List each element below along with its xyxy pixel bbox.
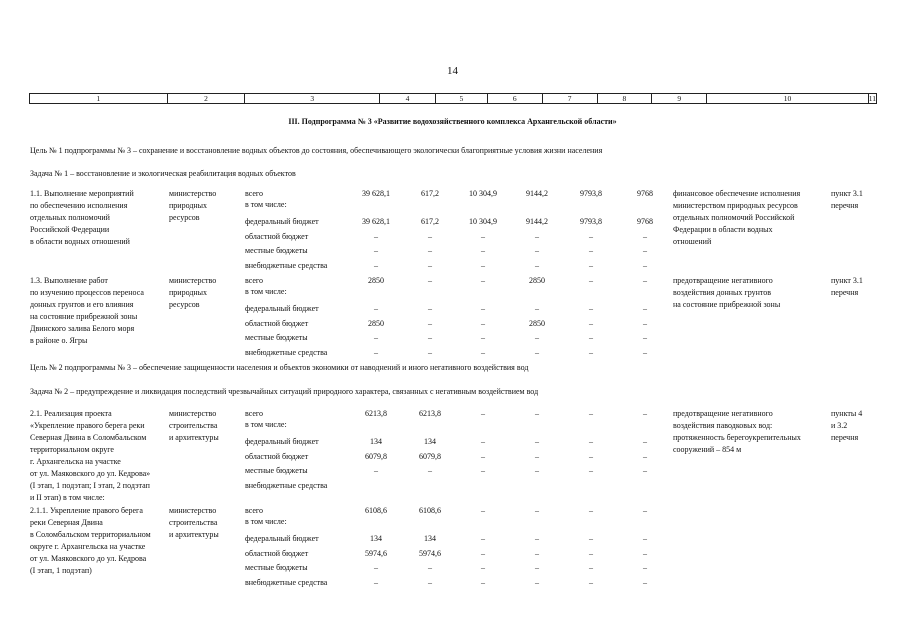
funding-source-label: всего (245, 409, 264, 418)
funding-value-cell: – (374, 578, 378, 587)
funding-value-cell: – (589, 437, 593, 446)
funding-value-cell: – (589, 276, 593, 285)
funding-value-cell: – (535, 452, 539, 461)
funding-value-cell: – (643, 246, 647, 255)
funding-value-cell: 134 (370, 534, 382, 543)
funding-value-cell: – (481, 506, 485, 515)
funding-value-cell: – (535, 549, 539, 558)
funding-value-cell: – (481, 348, 485, 357)
funding-value-cell: – (428, 333, 432, 342)
funding-source-label: местные бюджеты (245, 333, 308, 342)
goal-2: Цель № 2 подпрограммы № 3 – обеспечение защищенности населения и объектов экономики от наводнений и иного негативного воздействия вод (30, 363, 529, 372)
row-result: предотвращение негативного воздействия паводковых вод: протяженность берегоукрепительных сооружений – 854 м (673, 409, 801, 454)
col-header-4: 4 (379, 94, 435, 103)
funding-source-label: всего (245, 276, 264, 285)
funding-value-cell: 2850 (529, 276, 545, 285)
funding-value-cell: – (643, 276, 647, 285)
funding-value-cell: – (481, 452, 485, 461)
col-header-8: 8 (597, 94, 652, 103)
funding-value-cell: – (589, 304, 593, 313)
funding-value-cell: – (589, 409, 593, 418)
funding-value-cell: 9768 (637, 217, 653, 226)
funding-value-cell: – (428, 261, 432, 270)
funding-value-cell: – (535, 563, 539, 572)
funding-value-cell: – (643, 534, 647, 543)
funding-value-cell: – (428, 276, 432, 285)
row-executor: министерство строительства и архитектуры (169, 409, 219, 442)
funding-source-label: местные бюджеты (245, 563, 308, 572)
funding-source-label: в том числе: (245, 420, 287, 429)
funding-value-cell: 134 (424, 437, 436, 446)
funding-value-cell: – (481, 261, 485, 270)
funding-value-cell: – (643, 578, 647, 587)
funding-source-label: федеральный бюджет (245, 304, 319, 313)
funding-value-cell: – (428, 563, 432, 572)
funding-value-cell: – (589, 319, 593, 328)
funding-value-cell: 39 628,1 (362, 189, 390, 198)
funding-value-cell: – (643, 261, 647, 270)
funding-value-cell: – (643, 319, 647, 328)
funding-value-cell: – (535, 232, 539, 241)
funding-value-cell: 6108,6 (365, 506, 387, 515)
funding-value-cell: 6108,6 (419, 506, 441, 515)
row-executor: министерство природных ресурсов (169, 276, 217, 309)
funding-source-label: федеральный бюджет (245, 217, 319, 226)
funding-source-label: местные бюджеты (245, 466, 308, 475)
funding-source-label: внебюджетные средства (245, 348, 328, 357)
funding-value-cell: 6213,8 (419, 409, 441, 418)
funding-value-cell: – (374, 232, 378, 241)
funding-value-cell: 2850 (368, 276, 384, 285)
col-header-7: 7 (542, 94, 597, 103)
row-executor: министерство строительства и архитектуры (169, 506, 219, 539)
funding-value-cell: – (535, 409, 539, 418)
row-result: финансовое обеспечение исполнения министерством природных ресурсов отдельных полномочий Российской Федерации в области водных отношений (673, 189, 801, 246)
funding-value-cell: – (374, 246, 378, 255)
funding-value-cell: – (589, 333, 593, 342)
funding-value-cell: – (643, 506, 647, 515)
page-number: 14 (447, 65, 458, 77)
funding-value-cell: – (589, 466, 593, 475)
section-title: III. Подпрограмма № 3 «Развитие водохозяйственного комплекса Архангельской области» (288, 117, 617, 126)
funding-value-cell: – (589, 563, 593, 572)
funding-value-cell: – (643, 563, 647, 572)
task-1: Задача № 1 – восстановление и экологическая реабилитация водных объектов (30, 169, 296, 178)
funding-value-cell: – (428, 578, 432, 587)
funding-source-label: федеральный бюджет (245, 534, 319, 543)
funding-value-cell: – (535, 246, 539, 255)
funding-value-cell: 10 304,9 (469, 217, 497, 226)
funding-source-label: внебюджетные средства (245, 578, 328, 587)
funding-value-cell: 6079,8 (419, 452, 441, 461)
funding-value-cell: – (535, 437, 539, 446)
funding-source-label: внебюджетные средства (245, 481, 328, 490)
funding-value-cell: – (535, 466, 539, 475)
funding-value-cell: – (428, 246, 432, 255)
funding-value-cell: – (589, 348, 593, 357)
funding-value-cell: – (589, 452, 593, 461)
funding-value-cell: – (481, 232, 485, 241)
funding-value-cell: 5974,6 (365, 549, 387, 558)
row-name: 2.1. Реализация проекта «Укрепление правого берега реки Северная Двина в Соломбальском территориальном округе г. Архангельска на участке от ул. Маяковского до ул. Кедрова» (I этап, 1 подэтап; I этап, 2 подэтап и II этап) в том числе: (30, 409, 151, 502)
funding-source-label: областной бюджет (245, 549, 309, 558)
funding-value-cell: – (428, 319, 432, 328)
funding-value-cell: 617,2 (421, 217, 439, 226)
col-header-5: 5 (435, 94, 487, 103)
row-name: 1.1. Выполнение мероприятий по обеспечению исполнения отдельных полномочий Российской Федерации в области водных отношений (30, 189, 134, 246)
funding-value-cell: – (481, 563, 485, 572)
col-header-1: 1 (96, 94, 101, 103)
funding-value-cell: – (374, 261, 378, 270)
funding-value-cell: 617,2 (421, 189, 439, 198)
goal-1: Цель № 1 подпрограммы № 3 – сохранение и восстановление водных объектов до состояния, обеспечивающего экологически благоприятные условия жизни населения (30, 146, 603, 155)
funding-value-cell: – (374, 466, 378, 475)
funding-value-cell: – (481, 319, 485, 328)
funding-value-cell: 10 304,9 (469, 189, 497, 198)
funding-source-label: областной бюджет (245, 232, 309, 241)
col-header-2: 2 (167, 94, 245, 103)
row-name: 2.1.1. Укрепление правого берега реки Северная Двина в Соломбальском территориальном округе г. Архангельска на участке от ул. Маяковского до ул. Кедрова (I этап, 1 подэтап) (30, 506, 151, 575)
funding-value-cell: 5974,6 (419, 549, 441, 558)
funding-value-cell: – (428, 348, 432, 357)
funding-value-cell: – (535, 578, 539, 587)
col-header-11: 11 (868, 94, 877, 103)
funding-source-label: областной бюджет (245, 452, 309, 461)
row-name: 1.3. Выполнение работ по изучению процессов переноса донных грунтов и его влияния на состояние прибрежной зоны Двинского залива Белого моря в районе о. Ягры (30, 276, 144, 345)
funding-source-label: федеральный бюджет (245, 437, 319, 446)
funding-value-cell: – (535, 261, 539, 270)
funding-value-cell: – (643, 466, 647, 475)
row-result: предотвращение негативного воздействия донных грунтов на состояние прибрежной зоны (673, 276, 781, 309)
funding-value-cell: 39 628,1 (362, 217, 390, 226)
funding-source-label: всего (245, 189, 264, 198)
funding-value-cell: – (535, 333, 539, 342)
funding-value-cell: – (535, 304, 539, 313)
funding-value-cell: – (643, 348, 647, 357)
funding-source-label: внебюджетные средства (245, 261, 328, 270)
funding-value-cell: – (428, 304, 432, 313)
funding-value-cell: – (481, 333, 485, 342)
funding-value-cell: 9793,8 (580, 217, 602, 226)
column-number-header (29, 93, 877, 104)
funding-value-cell: 9768 (637, 189, 653, 198)
col-header-6: 6 (487, 94, 542, 103)
funding-value-cell: 2850 (368, 319, 384, 328)
funding-source-label: в том числе: (245, 517, 287, 526)
row-reference: пункт 3.1 перечня (831, 189, 863, 210)
funding-value-cell: – (481, 409, 485, 418)
funding-value-cell: – (481, 534, 485, 543)
funding-value-cell: – (481, 304, 485, 313)
funding-value-cell: – (589, 232, 593, 241)
col-header-9: 9 (651, 94, 706, 103)
funding-value-cell: – (481, 466, 485, 475)
funding-source-label: местные бюджеты (245, 246, 308, 255)
funding-value-cell: – (589, 549, 593, 558)
funding-value-cell: – (589, 578, 593, 587)
funding-value-cell: – (535, 348, 539, 357)
funding-value-cell: – (428, 232, 432, 241)
funding-source-label: областной бюджет (245, 319, 309, 328)
funding-source-label: в том числе: (245, 200, 287, 209)
row-reference: пункты 4 и 3.2 перечня (831, 409, 863, 442)
funding-value-cell: – (428, 466, 432, 475)
funding-value-cell: 9144,2 (526, 189, 548, 198)
funding-value-cell: – (643, 452, 647, 461)
funding-value-cell: – (481, 246, 485, 255)
funding-value-cell: – (535, 534, 539, 543)
row-executor: министерство природных ресурсов (169, 189, 217, 222)
funding-value-cell: – (643, 549, 647, 558)
funding-value-cell: – (374, 563, 378, 572)
task-2: Задача № 2 – предупреждение и ликвидация последствий чрезвычайных ситуаций природного характера, связанных с негативным воздействием вод (30, 387, 539, 396)
funding-value-cell: – (481, 549, 485, 558)
col-header-3: 3 (244, 94, 379, 103)
funding-value-cell: – (589, 506, 593, 515)
funding-value-cell: – (589, 261, 593, 270)
funding-value-cell: – (374, 333, 378, 342)
funding-value-cell: – (643, 232, 647, 241)
funding-value-cell: – (643, 409, 647, 418)
funding-value-cell: – (481, 578, 485, 587)
funding-value-cell: – (481, 276, 485, 285)
funding-value-cell: 134 (424, 534, 436, 543)
funding-value-cell: 134 (370, 437, 382, 446)
funding-value-cell: 9793,8 (580, 189, 602, 198)
funding-value-cell: – (589, 246, 593, 255)
col-header-10: 10 (706, 94, 868, 103)
funding-value-cell: – (643, 333, 647, 342)
funding-source-label: в том числе: (245, 287, 287, 296)
funding-value-cell: 9144,2 (526, 217, 548, 226)
funding-value-cell: – (643, 437, 647, 446)
funding-value-cell: – (481, 437, 485, 446)
funding-value-cell: – (589, 534, 593, 543)
funding-value-cell: – (535, 506, 539, 515)
funding-source-label: всего (245, 506, 264, 515)
funding-value-cell: – (643, 304, 647, 313)
funding-value-cell: – (374, 304, 378, 313)
row-reference: пункт 3.1 перечня (831, 276, 863, 297)
funding-value-cell: 6079,8 (365, 452, 387, 461)
funding-value-cell: 6213,8 (365, 409, 387, 418)
funding-value-cell: – (374, 348, 378, 357)
funding-value-cell: 2850 (529, 319, 545, 328)
